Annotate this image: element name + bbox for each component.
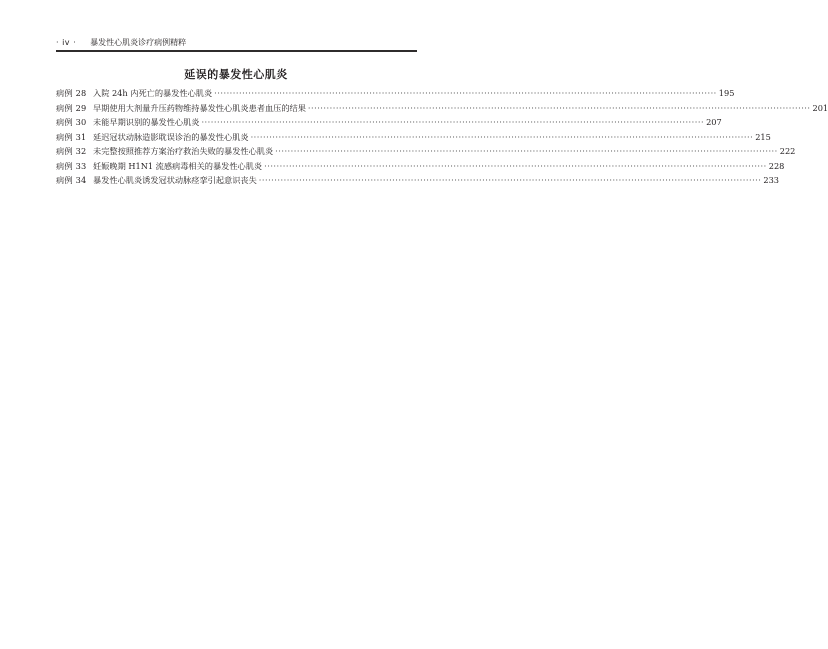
toc-dot-leader bbox=[251, 130, 754, 145]
toc-dot-leader bbox=[264, 159, 767, 174]
toc-dot-leader bbox=[308, 101, 811, 116]
toc-case-number: 病例 29 bbox=[56, 102, 87, 113]
toc-entry-case-30[interactable] bbox=[56, 115, 722, 130]
toc-entry-case-34[interactable] bbox=[56, 173, 780, 188]
toc-entry-title: 入院 24h 内死亡的暴发性心肌炎 bbox=[93, 88, 213, 98]
table-of-contents bbox=[56, 86, 828, 188]
toc-dot-leader bbox=[275, 144, 778, 159]
running-head bbox=[56, 35, 417, 49]
toc-case-number: 病例 34 bbox=[56, 175, 87, 185]
page-number: · iv · bbox=[56, 37, 77, 47]
book-title: 暴发性心肌炎诊疗病例精粹 bbox=[90, 37, 187, 47]
section-title: 延误的暴发性心肌炎 bbox=[184, 68, 288, 81]
toc-page-number: 233 bbox=[763, 175, 780, 185]
toc-entry-case-31[interactable] bbox=[56, 130, 771, 145]
toc-page-number: 207 bbox=[706, 117, 722, 127]
toc-entry-title: 早期使用大剂量升压药物维持暴发性心肌炎患者血压的结果 bbox=[93, 102, 306, 113]
toc-case-number: 病例 31 bbox=[56, 131, 87, 142]
toc-entry-case-32[interactable] bbox=[56, 144, 796, 159]
toc-case-number: 病例 28 bbox=[56, 88, 87, 98]
toc-page-number: 195 bbox=[718, 88, 735, 98]
toc-page-number: 201 bbox=[812, 102, 828, 113]
toc-page-number: 228 bbox=[768, 160, 785, 171]
toc-entry-case-29[interactable] bbox=[56, 101, 828, 116]
toc-entry-case-33[interactable] bbox=[56, 159, 785, 174]
toc-page-number: 215 bbox=[755, 131, 771, 142]
toc-case-number: 病例 30 bbox=[56, 117, 87, 127]
toc-entry-title: 延迟冠状动脉造影耽误诊治的暴发性心肌炎 bbox=[93, 131, 249, 142]
toc-entry-title: 未能早期识别的暴发性心肌炎 bbox=[93, 117, 200, 127]
toc-entry-title: 妊娠晚期 H1N1 流感病毒相关的暴发性心肌炎 bbox=[93, 160, 263, 171]
toc-page-number: 222 bbox=[779, 146, 796, 156]
toc-case-number: 病例 33 bbox=[56, 160, 87, 171]
toc-entry-title: 暴发性心肌炎诱发冠状动脉痉挛引起意识丧失 bbox=[93, 175, 257, 185]
header-rule bbox=[56, 50, 417, 52]
toc-dot-leader bbox=[214, 86, 717, 101]
toc-dot-leader bbox=[201, 115, 704, 130]
toc-dot-leader bbox=[259, 173, 762, 188]
toc-case-number: 病例 32 bbox=[56, 146, 87, 156]
toc-entry-case-28[interactable] bbox=[56, 86, 735, 101]
toc-entry-title: 未完整按照推荐方案治疗救治失败的暴发性心肌炎 bbox=[93, 146, 274, 156]
